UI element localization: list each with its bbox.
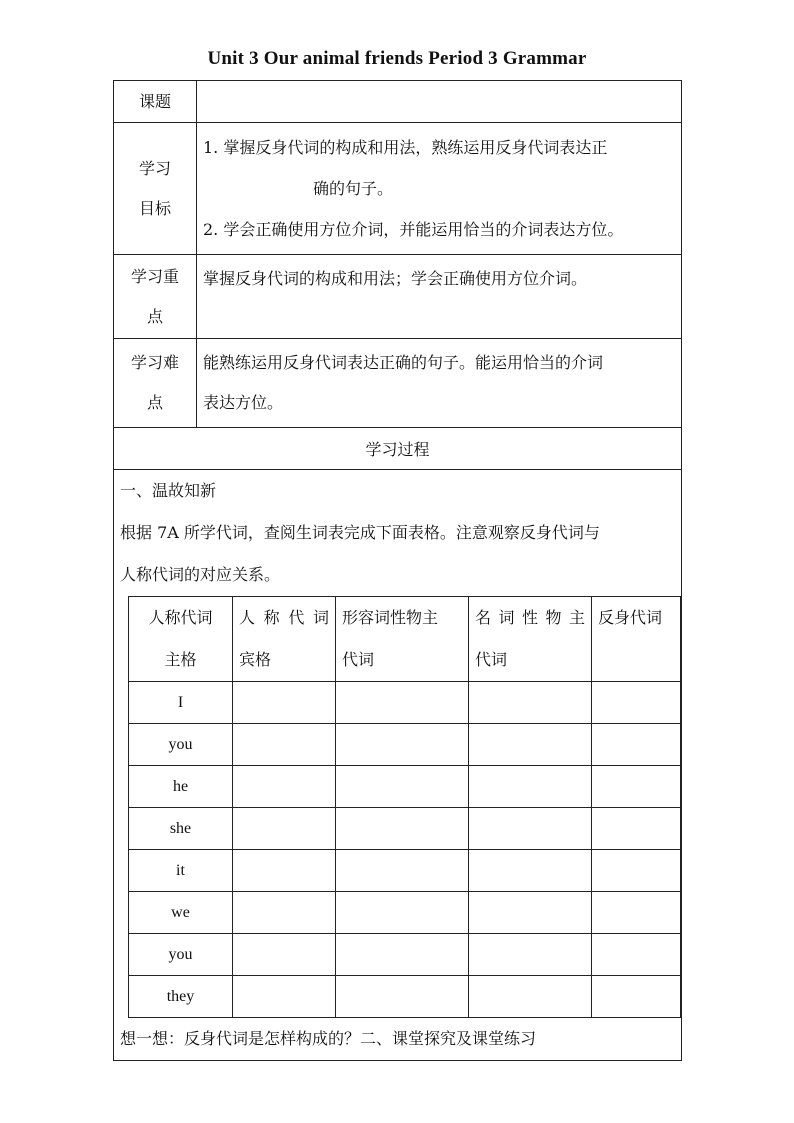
table-row: [129, 724, 681, 766]
pronoun-table: [128, 596, 681, 1018]
table-row: [129, 976, 681, 1018]
answer-cell[interactable]: [233, 976, 336, 1018]
header-object-pronoun: [233, 597, 336, 682]
pronoun-cell: I: [129, 682, 233, 724]
goal-2: 2. 学会正确使用方位介词，并能运用恰当的介词表达方位。: [203, 220, 624, 239]
pronoun-cell: you: [129, 724, 233, 766]
answer-cell[interactable]: [592, 850, 681, 892]
pronoun-cell: they: [129, 976, 233, 1018]
header-nominal-possessive-line-1: 名词性物主: [475, 608, 585, 627]
header-subject-pronoun-line-1: 人称代词: [148, 608, 213, 627]
goal-1-line-2: 确的句子。: [313, 179, 394, 198]
answer-cell[interactable]: [336, 808, 469, 850]
footer-line: 想一想：反身代词是怎样构成的？二、课堂探究及课堂练习: [120, 1029, 537, 1048]
page-title: Unit 3 Our animal friends Period 3 Grammar: [207, 48, 587, 69]
answer-cell[interactable]: [336, 850, 469, 892]
goals-label: [114, 123, 197, 255]
focus-label-line-1: 学习重: [130, 266, 179, 286]
table-row: [129, 892, 681, 934]
table-row: [129, 934, 681, 976]
difficulty-label-line-2: 点: [146, 393, 163, 412]
answer-cell[interactable]: [336, 724, 469, 766]
answer-cell[interactable]: [469, 682, 592, 724]
header-object-pronoun-line-1: 人称代词: [239, 608, 329, 627]
answer-cell[interactable]: [592, 808, 681, 850]
goal-1-line-1: 1. 掌握反身代词的构成和用法，熟练运用反身代词表达正: [203, 138, 608, 157]
answer-cell[interactable]: [233, 850, 336, 892]
header-nominal-possessive: [469, 597, 592, 682]
difficulty-label: [114, 339, 197, 428]
review-instruction-line-2: 人称代词的对应关系。: [120, 565, 281, 584]
answer-cell[interactable]: [233, 934, 336, 976]
answer-cell[interactable]: [592, 682, 681, 724]
header-adjectival-possessive: [336, 597, 469, 682]
topic-value: [197, 81, 682, 123]
topic-label: 课题: [114, 81, 197, 123]
pronoun-cell: she: [129, 808, 233, 850]
goals-label-line-1: 学习: [138, 158, 171, 178]
header-reflexive: [592, 597, 681, 682]
header-subject-pronoun: [129, 597, 233, 682]
header-adjectival-possessive-line-1: 形容词性物主: [342, 608, 439, 627]
answer-cell[interactable]: [469, 976, 592, 1018]
table-row: [129, 808, 681, 850]
answer-cell[interactable]: [336, 682, 469, 724]
table-row: [129, 766, 681, 808]
header-nominal-possessive-line-2: 代词: [475, 650, 508, 669]
focus-label-line-2: 点: [146, 306, 163, 326]
pronoun-cell: we: [129, 892, 233, 934]
difficulty-value: [197, 339, 682, 428]
table-row: [129, 850, 681, 892]
review-section: [114, 470, 682, 1061]
process-heading: 学习过程: [114, 428, 682, 470]
answer-cell[interactable]: [469, 724, 592, 766]
answer-cell[interactable]: [336, 976, 469, 1018]
answer-cell[interactable]: [469, 766, 592, 808]
answer-cell[interactable]: [336, 934, 469, 976]
answer-cell[interactable]: [336, 766, 469, 808]
focus-label: [114, 255, 197, 339]
answer-cell[interactable]: [336, 892, 469, 934]
header-object-pronoun-line-2: 宾格: [239, 650, 272, 669]
pronoun-cell: it: [129, 850, 233, 892]
answer-cell[interactable]: [233, 766, 336, 808]
answer-cell[interactable]: [233, 682, 336, 724]
header-subject-pronoun-line-2: 主格: [164, 650, 197, 669]
answer-cell[interactable]: [592, 892, 681, 934]
table-row: [129, 682, 681, 724]
focus-value: 掌握反身代词的构成和用法；学会正确使用方位介词。: [197, 255, 682, 339]
lesson-plan-table: [113, 80, 682, 1061]
header-adjectival-possessive-line-2: 代词: [342, 650, 375, 669]
answer-cell[interactable]: [592, 766, 681, 808]
pronoun-cell: he: [129, 766, 233, 808]
difficulty-line-2: 表达方位。: [203, 393, 284, 412]
answer-cell[interactable]: [469, 808, 592, 850]
answer-cell[interactable]: [233, 724, 336, 766]
answer-cell[interactable]: [469, 850, 592, 892]
answer-cell[interactable]: [592, 724, 681, 766]
answer-cell[interactable]: [592, 934, 681, 976]
answer-cell[interactable]: [592, 976, 681, 1018]
answer-cell[interactable]: [469, 892, 592, 934]
answer-cell[interactable]: [233, 808, 336, 850]
review-instruction-line-1: 根据 7A 所学代词，查阅生词表完成下面表格。注意观察反身代词与: [120, 523, 600, 542]
review-heading: 一、温故知新: [120, 481, 217, 500]
goals-value: [197, 123, 682, 255]
pronoun-cell: you: [129, 934, 233, 976]
difficulty-label-line-1: 学习难: [130, 353, 179, 372]
pronoun-table-header: [129, 597, 681, 682]
difficulty-line-1: 能熟练运用反身代词表达正确的句子。能运用恰当的介词: [203, 353, 604, 372]
answer-cell[interactable]: [469, 934, 592, 976]
header-reflexive-line-1: 反身代词: [598, 608, 663, 627]
answer-cell[interactable]: [233, 892, 336, 934]
goals-label-line-2: 目标: [138, 198, 171, 218]
